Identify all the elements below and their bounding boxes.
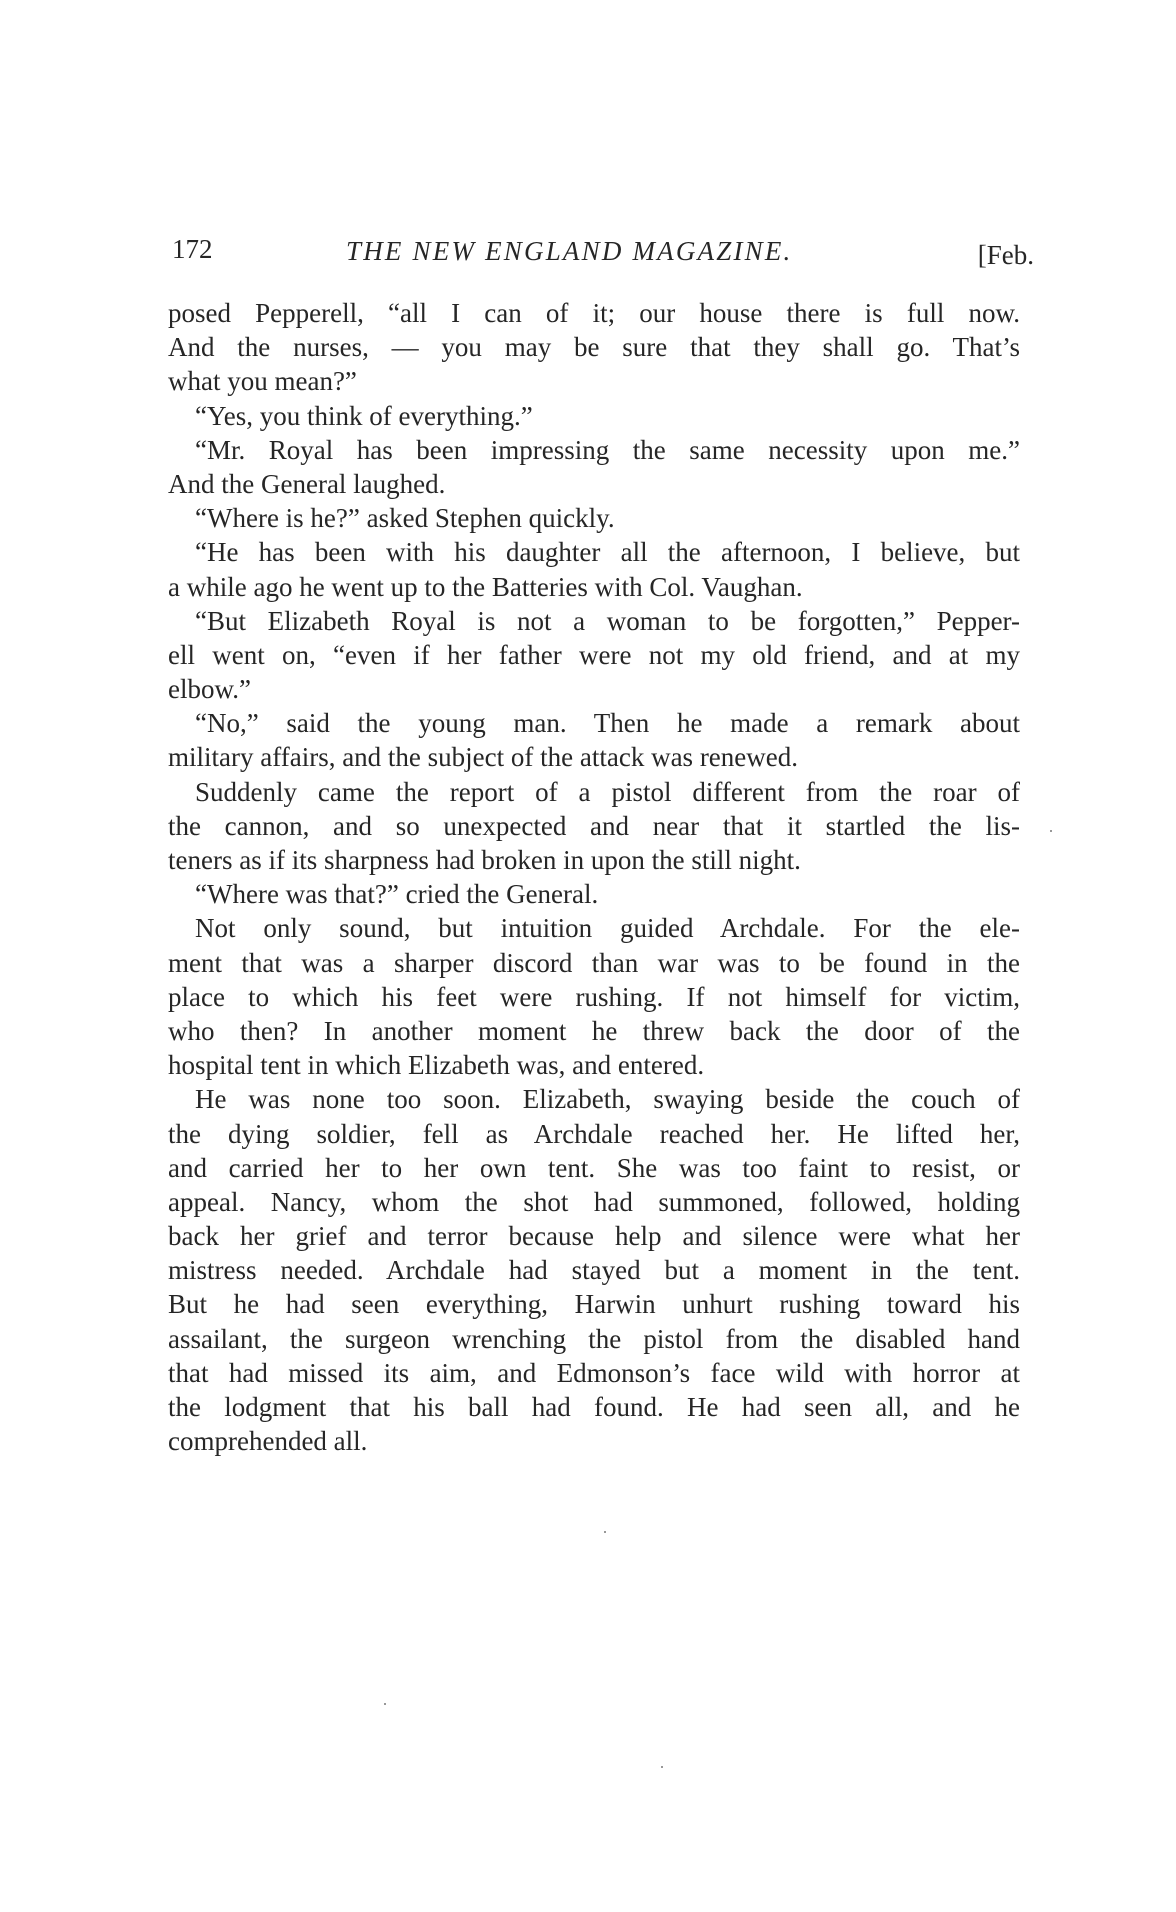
paper-speck <box>384 1703 386 1705</box>
text-line: mistress needed. Archdale had stayed but a moment in the tent. <box>168 1255 1020 1286</box>
text-line: who then? In another moment he threw back the door of the <box>168 1015 1020 1046</box>
text-line: And the General laughed. <box>168 468 446 499</box>
text-line: place to which his feet were rushing. If not himself for victim, <box>168 981 1020 1012</box>
text-line: “But Elizabeth Royal is not a woman to be forgotten,” Pepper- <box>195 605 1020 636</box>
text-line: back her grief and terror because help and silence were what her <box>168 1221 1020 1252</box>
text-line: the lodgment that his ball had found. He had seen all, and he <box>168 1392 1020 1422</box>
text-line: posed Pepperell, “all I can of it; our house there is full now. <box>168 298 1020 328</box>
text-line: “He has been with his daughter all the afternoon, I believe, but <box>195 537 1020 568</box>
text-line: teners as if its sharpness had broken in upon the still night. <box>168 845 801 875</box>
text-line: Not only sound, but intuition guided Archdale. For the ele- <box>195 913 1020 944</box>
text-line: that had missed its aim, and Edmonson’s face wild with horror at <box>168 1357 1020 1388</box>
body-text <box>168 296 1020 1458</box>
text-line: the dying soldier, fell as Archdale reached her. He lifted her, <box>168 1118 1020 1149</box>
text-line: “No,” said the young man. Then he made a remark about <box>195 708 1020 739</box>
text-line: ment that was a sharper discord than war was to be found in the <box>168 947 1020 978</box>
running-head <box>172 234 1034 274</box>
paper-speck <box>604 1531 606 1533</box>
issue-month: [Feb. <box>977 240 1034 270</box>
text-line: ell went on, “even if her father were not my old friend, and at my <box>168 639 1020 670</box>
text-line: “Where was that?” cried the General. <box>195 879 599 910</box>
page-number: 172 <box>172 234 213 264</box>
text-line: “Where is he?” asked Stephen quickly. <box>195 503 615 534</box>
text-line: “Yes, you think of everything.” <box>195 400 533 431</box>
text-line: what you mean?” <box>168 366 357 397</box>
text-line: appeal. Nancy, whom the shot had summoned, followed, holding <box>168 1186 1020 1217</box>
text-line: and carried her to her own tent. She was too faint to resist, or <box>168 1152 1020 1183</box>
text-line: military affairs, and the subject of the attack was renewed. <box>168 742 799 773</box>
paper-speck <box>661 1766 663 1768</box>
text-line: a while ago he went up to the Batteries with Col. Vaughan. <box>168 571 803 602</box>
journal-title: THE NEW ENGLAND MAGAZINE. <box>346 236 793 266</box>
text-line: But he had seen everything, Harwin unhurt rushing toward his <box>168 1289 1020 1320</box>
text-line: Suddenly came the report of a pistol different from the roar of <box>195 776 1020 807</box>
text-line: hospital tent in which Elizabeth was, and entered. <box>168 1050 705 1081</box>
text-line: the cannon, and so unexpected and near that it startled the lis- <box>168 810 1020 841</box>
text-line: elbow.” <box>168 674 251 705</box>
text-line: comprehended all. <box>168 1426 368 1457</box>
text-line: “Mr. Royal has been impressing the same necessity upon me.” <box>195 434 1020 465</box>
paper-speck <box>1050 830 1052 832</box>
text-line: He was none too soon. Elizabeth, swaying beside the couch of <box>195 1084 1020 1115</box>
text-line: And the nurses, — you may be sure that they shall go. That’s <box>168 332 1020 363</box>
text-line: assailant, the surgeon wrenching the pistol from the disabled hand <box>168 1323 1020 1354</box>
